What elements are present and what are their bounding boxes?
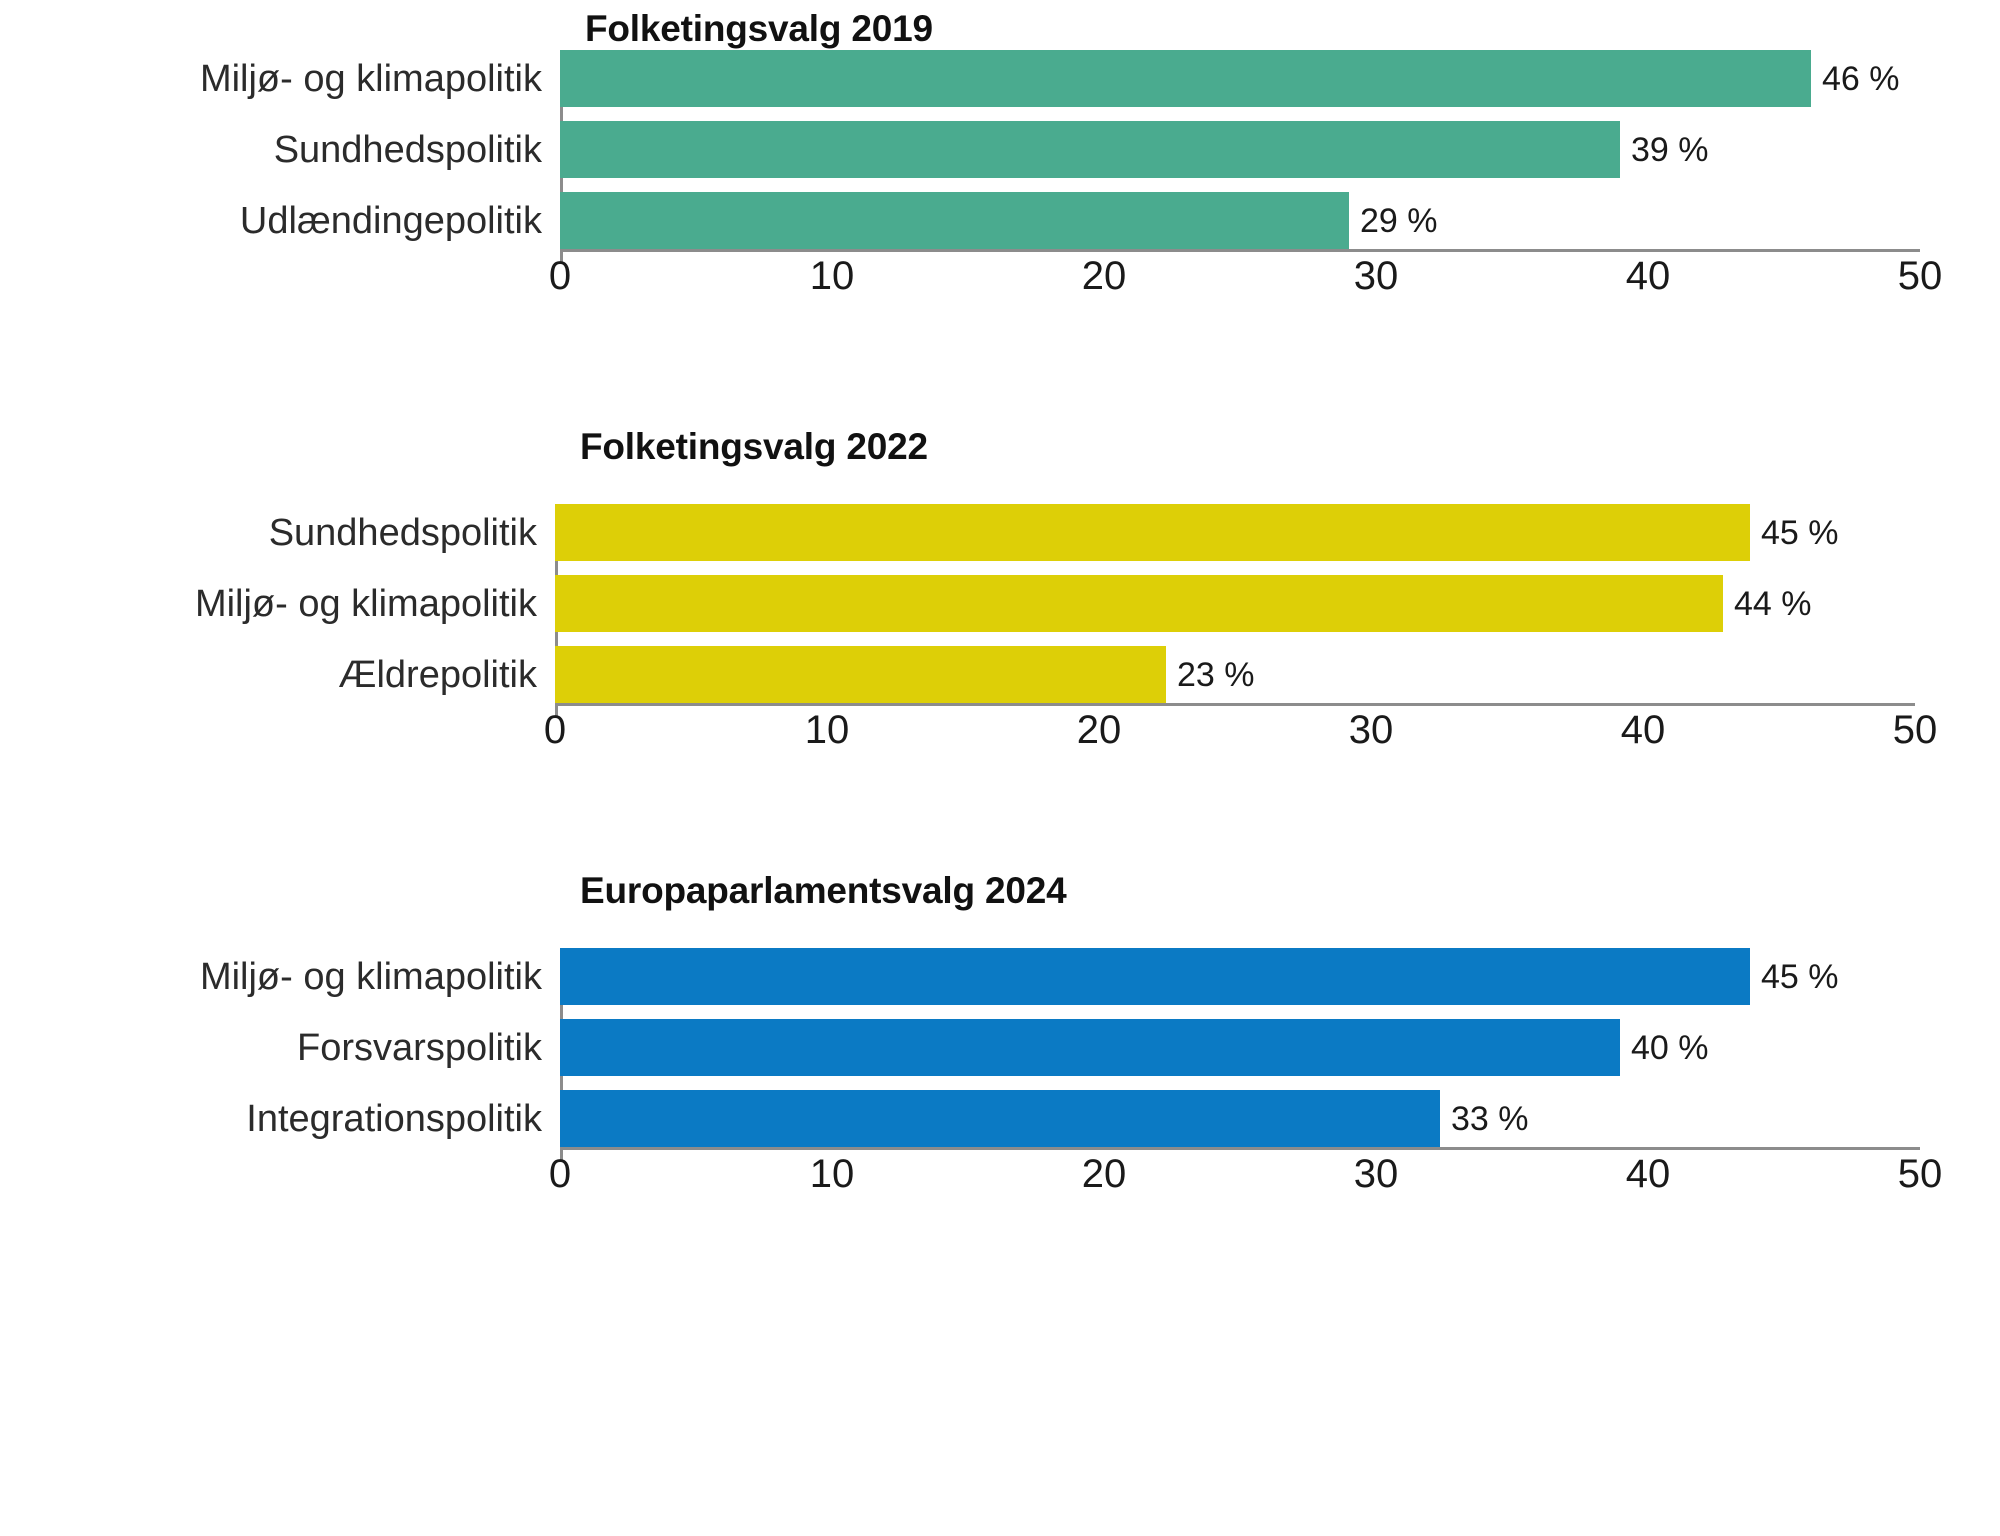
bar-value-label: 33 %	[1451, 1099, 1529, 1138]
x-tick-label: 50	[1897, 1152, 1943, 1196]
x-axis	[0, 1147, 2000, 1209]
bar-value-label: 44 %	[1734, 584, 1812, 623]
x-tick-label: 0	[548, 254, 572, 298]
bar-row	[0, 646, 2000, 703]
x-tick-label: 20	[1081, 1152, 1127, 1196]
x-tick-label: 0	[548, 1152, 572, 1196]
bar-track	[560, 1019, 1920, 1076]
panel-title: Folketingsvalg 2019	[585, 8, 933, 49]
bar[interactable]	[560, 121, 1620, 178]
bar-track	[560, 1090, 1920, 1147]
category-label: Sundhedspolitik	[268, 511, 537, 554]
x-tick-label: 20	[1081, 254, 1127, 298]
bar-row	[0, 1019, 2000, 1076]
bar-row	[0, 504, 2000, 561]
x-tick-label: 50	[1897, 254, 1943, 298]
bar-track	[560, 948, 1920, 1005]
x-tick-label: 50	[1892, 708, 1938, 752]
x-axis	[0, 249, 2000, 311]
panel-title: Folketingsvalg 2022	[580, 426, 928, 467]
bar-value-label: 39 %	[1631, 130, 1709, 169]
x-tick-label: 10	[809, 254, 855, 298]
category-label: Ældrepolitik	[338, 653, 537, 696]
bar-value-label: 23 %	[1177, 655, 1255, 694]
panel-title: Europaparlamentsvalg 2024	[580, 870, 1067, 911]
bar-value-label: 45 %	[1761, 513, 1839, 552]
axis-scale	[548, 249, 1950, 311]
x-tick-label: 0	[543, 708, 567, 752]
axis-scale	[543, 703, 1945, 765]
category-label: Sundhedspolitik	[273, 128, 542, 171]
bar[interactable]	[555, 504, 1750, 561]
bar-track	[560, 121, 1920, 178]
x-tick-label: 40	[1625, 254, 1671, 298]
bar[interactable]	[560, 948, 1750, 1005]
bar-row	[0, 575, 2000, 632]
bar-track	[555, 504, 1915, 561]
x-tick-label: 20	[1076, 708, 1122, 752]
plot-area	[0, 504, 2000, 703]
x-tick-label: 40	[1620, 708, 1666, 752]
axis-scale	[548, 1147, 1950, 1209]
bar[interactable]	[560, 1090, 1440, 1147]
bar-row	[0, 50, 2000, 107]
bar[interactable]	[560, 1019, 1620, 1076]
bar-track	[560, 192, 1920, 249]
category-label: Miljø- og klimapolitik	[199, 57, 542, 100]
bar[interactable]	[560, 50, 1811, 107]
x-axis	[0, 703, 2000, 765]
x-tick-label: 30	[1353, 1152, 1399, 1196]
axis-line	[560, 249, 1920, 252]
x-tick-label: 30	[1348, 708, 1394, 752]
category-label: Udlændingepolitik	[239, 199, 542, 242]
bar-track	[555, 575, 1915, 632]
category-label: Forsvarspolitik	[297, 1026, 542, 1069]
bar-value-label: 29 %	[1360, 201, 1438, 240]
bar-row	[0, 948, 2000, 1005]
plot-area	[0, 50, 2000, 249]
bar-row	[0, 121, 2000, 178]
bar-value-label: 45 %	[1761, 957, 1839, 996]
chart-panel-folketingsvalg-2022	[0, 311, 2000, 765]
bar-track	[560, 50, 1920, 107]
axis-line	[555, 703, 1915, 706]
bar[interactable]	[555, 646, 1166, 703]
category-label: Miljø- og klimapolitik	[199, 955, 542, 998]
category-label: Integrationspolitik	[246, 1097, 542, 1140]
category-label: Miljø- og klimapolitik	[194, 582, 537, 625]
bar-row	[0, 192, 2000, 249]
bar-track	[555, 646, 1915, 703]
chart-panel-folketingsvalg-2019	[0, 0, 2000, 311]
x-tick-label: 40	[1625, 1152, 1671, 1196]
x-tick-label: 30	[1353, 254, 1399, 298]
bar[interactable]	[555, 575, 1723, 632]
bar-value-label: 40 %	[1631, 1028, 1709, 1067]
x-tick-label: 10	[804, 708, 850, 752]
bar-row	[0, 1090, 2000, 1147]
axis-spacer	[0, 1147, 560, 1209]
x-tick-label: 10	[809, 1152, 855, 1196]
axis-line	[560, 1147, 1920, 1150]
plot-area	[0, 948, 2000, 1147]
chart-panel-europaparlamentsvalg-2024	[0, 765, 2000, 1209]
axis-spacer	[0, 249, 560, 311]
bar-value-label: 46 %	[1822, 59, 1900, 98]
bar[interactable]	[560, 192, 1349, 249]
axis-spacer	[0, 703, 555, 765]
